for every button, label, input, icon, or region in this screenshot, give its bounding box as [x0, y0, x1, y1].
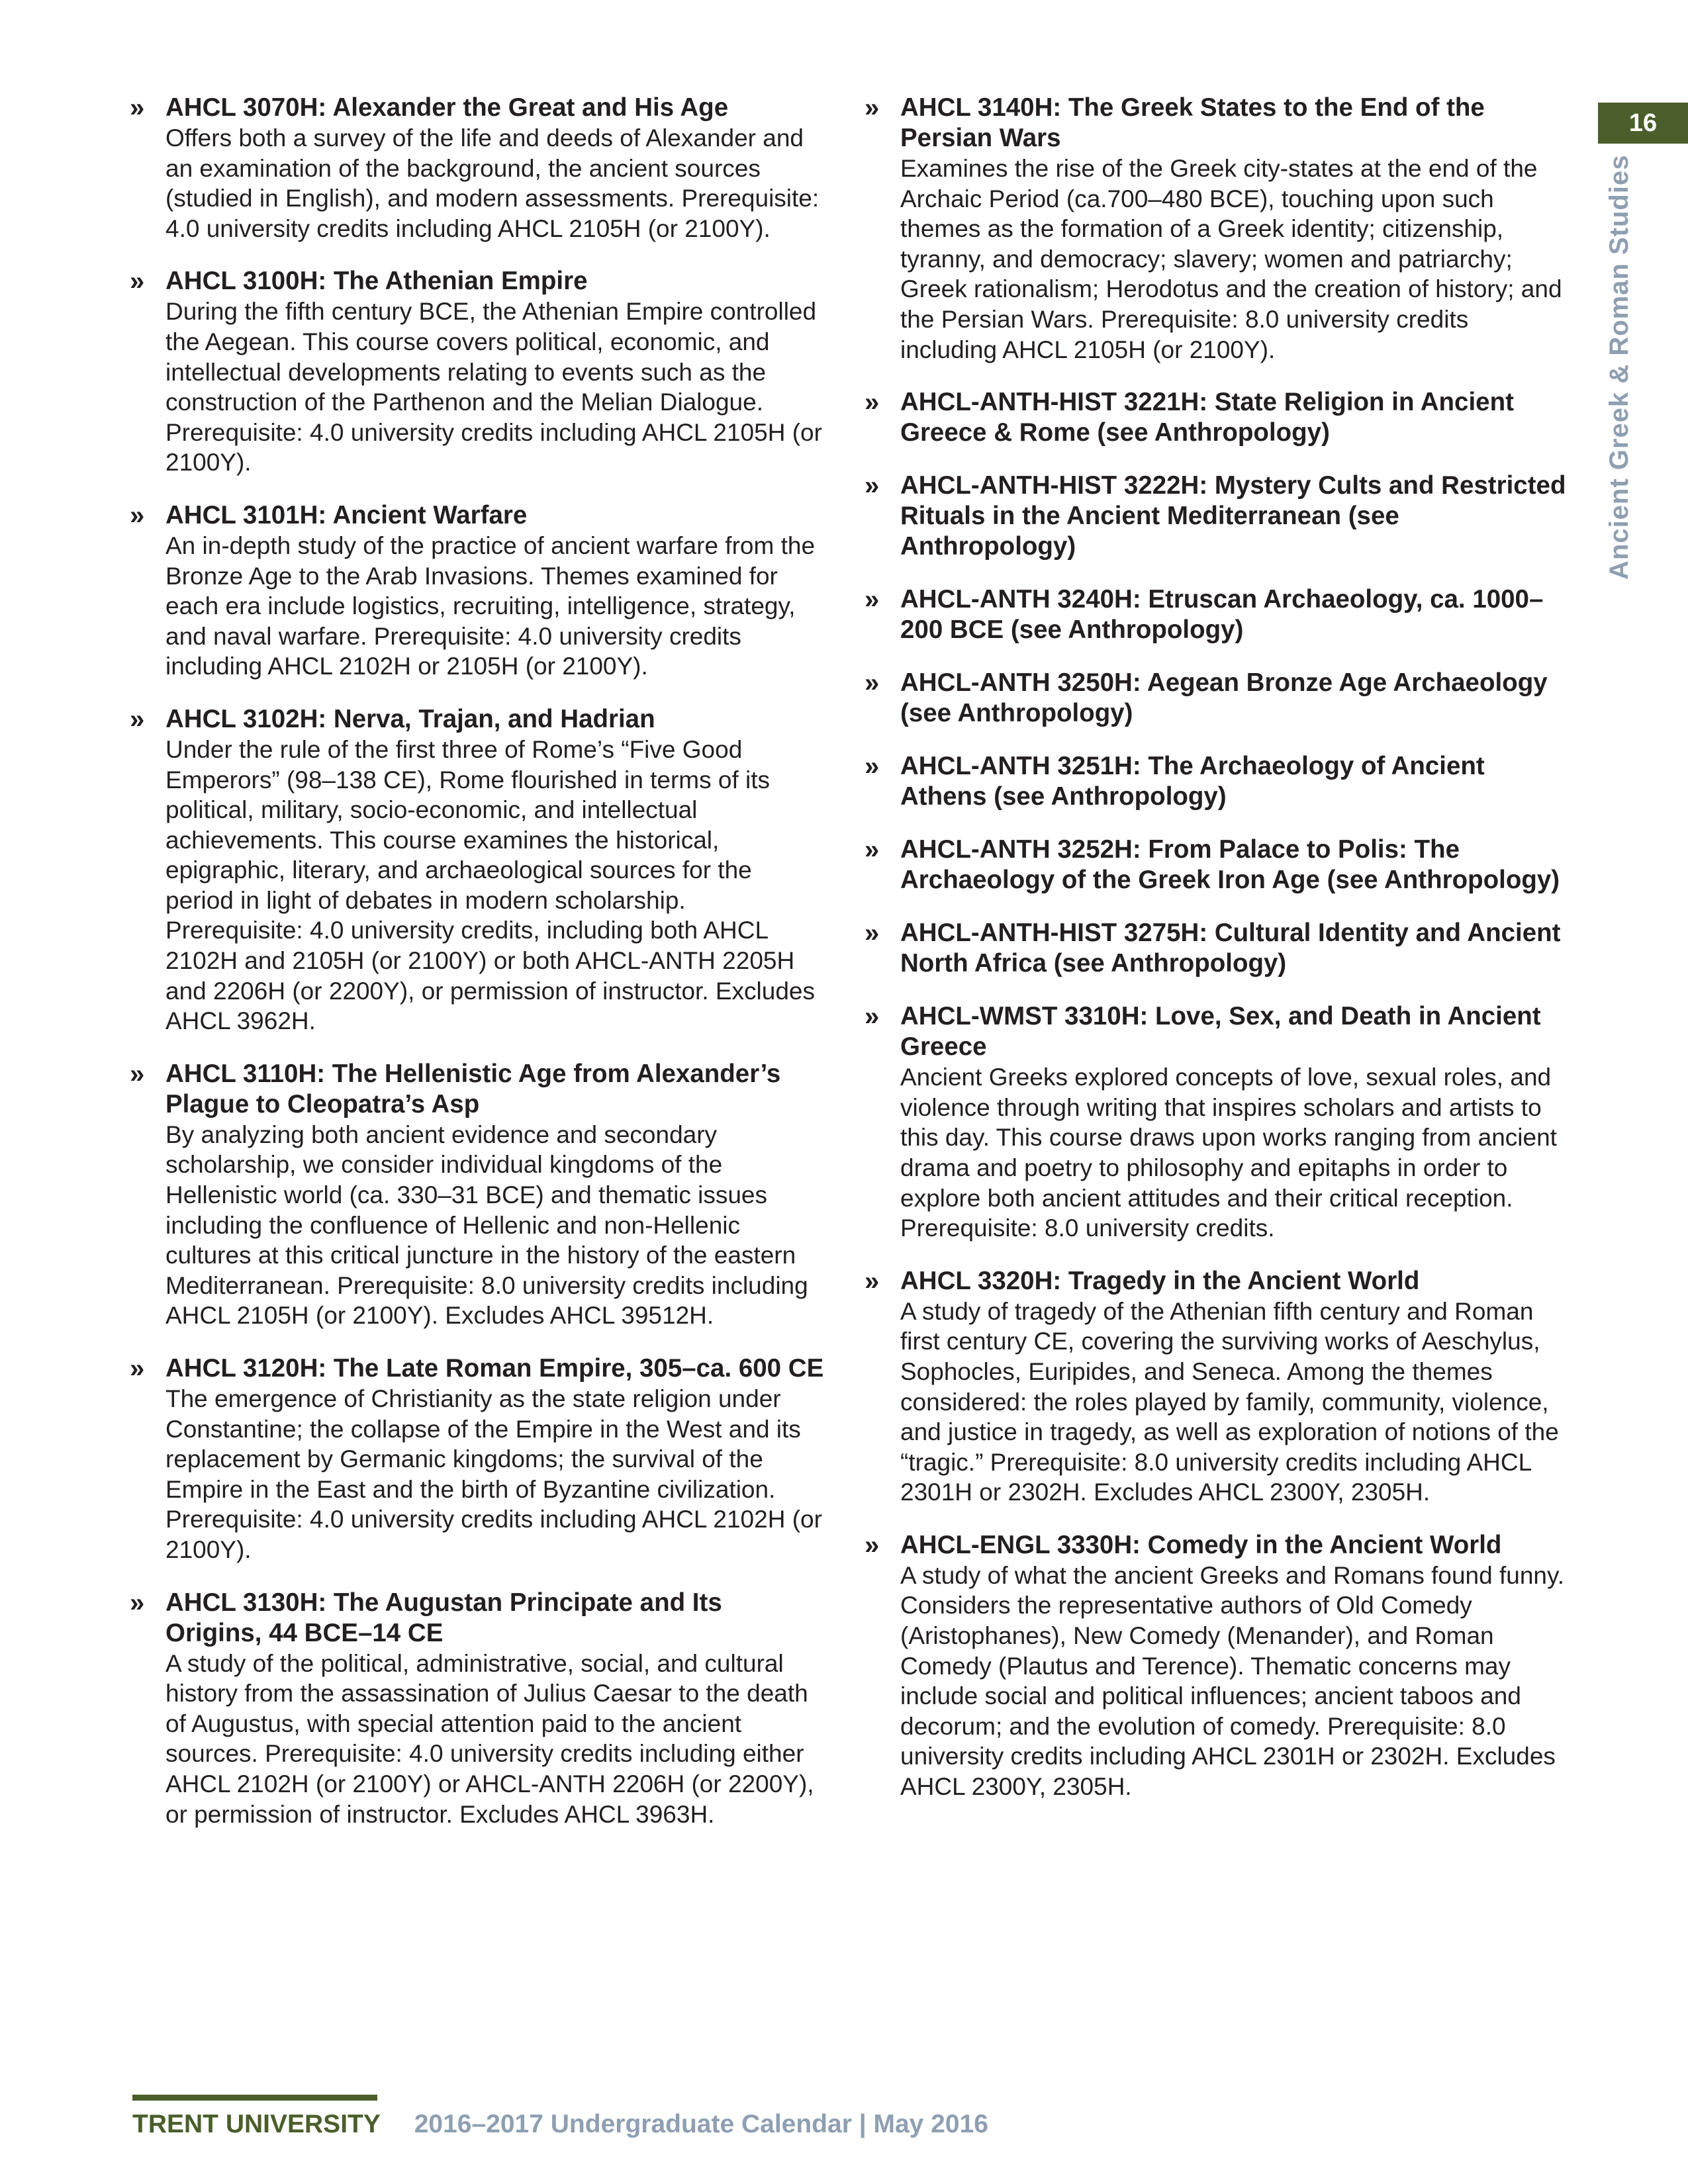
course-entry — [130, 1059, 825, 1331]
bullet-icon: » — [865, 919, 880, 948]
course-title: AHCL-ANTH-HIST 3222H: Mystery Cults and Restricted Rituals in the Ancient Mediterranean (see Anthropology) — [900, 471, 1566, 561]
course-description: The emergence of Christianity as the state religion under Constantine; the collapse of the Empire in the West and its replacement by Germanic kingdoms; the survival of the Empire in the East and the birth of Byzantine civilization. Prerequisite: 4.0 university credits including AHCL 2102H (or 2100Y). — [165, 1385, 822, 1563]
course-title: AHCL-WMST 3310H: Love, Sex, and Death in Ancient Greece — [900, 1002, 1541, 1062]
course-entry — [865, 918, 1566, 979]
course-title: AHCL-ANTH 3250H: Aegean Bronze Age Archaeology (see Anthropology) — [900, 668, 1548, 728]
course-title: AHCL 3100H: The Athenian Empire — [165, 267, 588, 296]
bullet-icon: » — [865, 1002, 880, 1032]
course-entry — [130, 1353, 825, 1565]
bullet-icon: » — [130, 1588, 145, 1617]
course-description: A study of tragedy of the Athenian fifth century and Roman first century CE, covering the surviving works of Aeschylus, Sophocles, Euripides, and Seneca. Among the themes considered: the roles played by family, community, violence, and justice in tragedy, as well as exploration of notions of the “tragic.” Prerequisite: 8.0 university credits including AHCL 2301H or 2302H. Excludes AHCL 2300Y, 2305H. — [900, 1297, 1559, 1506]
bullet-icon: » — [130, 704, 145, 734]
bullet-icon: » — [865, 752, 880, 782]
course-title: AHCL 3110H: The Hellenistic Age from Alexander’s Plague to Cleopatra’s Asp — [165, 1059, 781, 1118]
right-column — [865, 93, 1566, 1825]
course-description: Examines the rise of the Greek city-states at the end of the Archaic Period (ca.700–480 BCE), touching upon such themes as the formation of a Greek identity; citizenship, tyranny, and democracy; slavery; women and patriarchy; Greek rationalism; Herodotus and the creation of history; and the Persian Wars. Prerequisite: 8.0 university credits including AHCL 2105H (or 2100Y). — [900, 155, 1562, 363]
footer-calendar: 2016–2017 Undergraduate Calendar | May 2016 — [414, 2110, 988, 2138]
course-entry — [865, 1530, 1566, 1802]
course-entry — [865, 471, 1566, 562]
bullet-icon: » — [130, 1354, 145, 1383]
course-description: Offers both a survey of the life and deeds of Alexander and an examination of the background, the ancient sources (studied in English), and modern assessments. Prerequisite: 4.0 university credits including AHCL 2105H (or 2100Y). — [165, 124, 820, 242]
course-title: AHCL 3102H: Nerva, Trajan, and Hadrian — [165, 704, 655, 733]
page-number: 16 — [1598, 103, 1688, 144]
course-title: AHCL-ANTH-HIST 3221H: State Religion in Ancient Greece & Rome (see Anthropology) — [900, 388, 1514, 447]
bullet-icon: » — [865, 1530, 880, 1560]
course-description: An in-depth study of the practice of ancient warfare from the Bronze Age to the Arab Invasions. Themes examined for each era include logistics, recruiting, intelligence, strategy, and naval warfare. Prerequisite: 4.0 university credits including AHCL 2102H or 2105H (or 2100Y). — [165, 531, 816, 680]
course-title: AHCL 3120H: The Late Roman Empire, 305–ca. 600 CE — [165, 1354, 824, 1383]
course-entry — [865, 1266, 1566, 1508]
course-entry — [865, 93, 1566, 365]
course-title: AHCL-ANTH-HIST 3275H: Cultural Identity and Ancient North Africa (see Anthropology) — [900, 919, 1561, 978]
bullet-icon: » — [130, 267, 145, 296]
course-entry — [865, 584, 1566, 645]
course-title: AHCL-ANTH 3240H: Etruscan Archaeology, ca. 1000–200 BCE (see Anthropology) — [900, 585, 1544, 645]
bullet-icon: » — [130, 93, 145, 122]
course-entry — [865, 1001, 1566, 1244]
bullet-icon: » — [865, 835, 880, 865]
bullet-icon: » — [865, 1266, 880, 1296]
bullet-icon: » — [865, 388, 880, 418]
course-title: AHCL 3101H: Ancient Warfare — [165, 500, 528, 529]
course-entry — [130, 1588, 825, 1830]
course-title: AHCL 3320H: Tragedy in the Ancient World — [900, 1266, 1420, 1295]
course-description: During the fifth century BCE, the Athenian Empire controlled the Aegean. This course covers political, economic, and intellectual developments relating to events such as the construction of the Parthenon and the Melian Dialogue. Prerequisite: 4.0 university credits including AHCL 2105H (or 2100Y). — [165, 298, 822, 477]
course-description: Ancient Greeks explored concepts of love, sexual roles, and violence through writing that inspires scholars and artists to this day. This course draws upon works ranging from ancient drama and poetry to philosophy and epitaphs in order to explore both ancient attitudes and their critical reception. Prerequisite: 8.0 university credits. — [900, 1064, 1557, 1242]
bullet-icon: » — [130, 1059, 145, 1089]
course-entry — [130, 266, 825, 478]
bullet-icon: » — [865, 471, 880, 501]
course-title: AHCL-ANTH 3251H: The Archaeology of Ancient Athens (see Anthropology) — [900, 752, 1485, 811]
course-entry — [130, 93, 825, 244]
course-title: AHCL 3130H: The Augustan Principate and Its Origins, 44 BCE–14 CE — [165, 1588, 722, 1647]
left-column — [130, 93, 825, 1852]
bullet-icon: » — [865, 93, 880, 122]
course-title: AHCL 3140H: The Greek States to the End of the Persian Wars — [900, 93, 1485, 152]
course-entry — [865, 835, 1566, 895]
course-description: By analyzing both ancient evidence and secondary scholarship, we consider individual kingdoms of the Hellenistic world (ca. 330–31 BCE) and thematic issues including the confluence of Hellenic and non-Hellenic cultures at this critical juncture in the history of the eastern Mediterranean. Prerequisite: 8.0 university credits including AHCL 2105H (or 2100Y). Excludes AHCL 39512H. — [165, 1120, 808, 1330]
footer-university: TRENT UNIVERSITY — [132, 2110, 381, 2138]
course-description: A study of what the ancient Greeks and Romans found funny. Considers the representative authors of Old Comedy (Aristophanes), New Comedy (Menander), and Roman Comedy (Plautus and Terence). Thematic concerns may include social and political influences; ancient taboos and decorum; and the evolution of comedy. Prerequisite: 8.0 university credits including AHCL 2301H or 2302H. Excludes AHCL 2300Y, 2305H. — [900, 1561, 1565, 1801]
course-entry — [865, 668, 1566, 729]
course-entry — [865, 387, 1566, 448]
footer — [132, 2110, 988, 2139]
course-entry — [130, 500, 825, 682]
course-title: AHCL-ENGL 3330H: Comedy in the Ancient World — [900, 1530, 1502, 1559]
course-entry — [865, 751, 1566, 812]
course-title: AHCL-ANTH 3252H: From Palace to Polis: The Archaeology of the Greek Iron Age (see Anthropology) — [900, 835, 1560, 895]
course-description: Under the rule of the first three of Rome’s “Five Good Emperors” (98–138 CE), Rome flourished in terms of its political, military, socio-economic, and intellectual achievements. This course examines the historical, epigraphic, literary, and archaeological sources for the period in light of debates in modern scholarship. Prerequisite: 4.0 university credits, including both AHCL 2102H and 2105H (or 2100Y) or both AHCL-ANTH 2205H and 2206H (or 2200Y), or permission of instructor. Excludes AHCL 3962H. — [165, 735, 815, 1035]
course-description: A study of the political, administrative, social, and cultural history from the assassination of Julius Caesar to the death of Augustus, with special attention paid to the ancient sources. Prerequisite: 4.0 university credits including either AHCL 2102H (or 2100Y) or AHCL-ANTH 2206H (or 2200Y), or permission of instructor. Excludes AHCL 3963H. — [165, 1649, 814, 1828]
bullet-icon: » — [865, 668, 880, 698]
footer-rule — [132, 2095, 377, 2101]
bullet-icon: » — [130, 500, 145, 530]
bullet-icon: » — [865, 585, 880, 615]
course-entry — [130, 704, 825, 1036]
course-title: AHCL 3070H: Alexander the Great and His Age — [165, 93, 729, 122]
section-side-label: Ancient Greek & Roman Studies — [1605, 154, 1634, 580]
